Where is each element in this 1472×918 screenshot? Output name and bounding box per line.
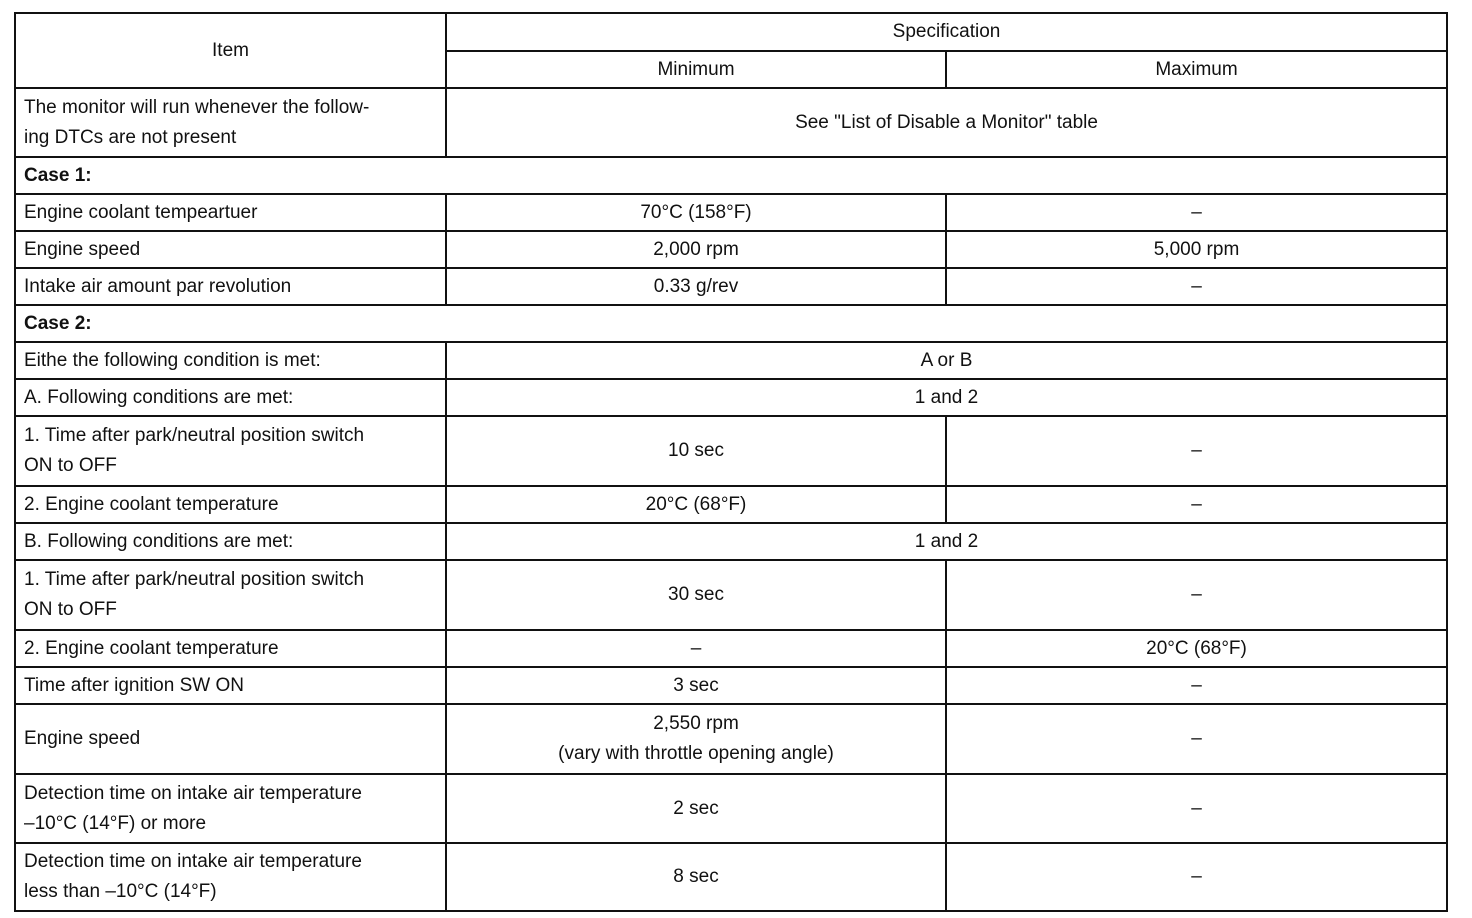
- table-row: [15, 843, 1447, 911]
- item-cell: B. Following conditions are met:: [15, 523, 446, 560]
- spec-cell: See "List of Disable a Monitor" table: [446, 88, 1447, 157]
- table-row: [15, 704, 1447, 774]
- case-row: [15, 305, 1447, 342]
- header-specification: Specification: [446, 13, 1447, 51]
- item-line: –10°C (14°F) or more: [24, 812, 207, 834]
- max-cell: –: [946, 704, 1447, 774]
- min-cell: 2,000 rpm: [446, 231, 946, 268]
- item-cell: [15, 843, 446, 911]
- max-cell: –: [946, 194, 1447, 231]
- item-cell: [15, 560, 446, 630]
- item-cell: Intake air amount par revolution: [15, 268, 446, 305]
- max-cell: –: [946, 667, 1447, 704]
- table-row: [15, 416, 1447, 486]
- case-label: Case 2:: [15, 305, 1447, 342]
- min-cell: –: [446, 630, 946, 667]
- table-row: [15, 486, 1447, 523]
- max-cell: –: [946, 843, 1447, 911]
- table-row: [15, 630, 1447, 667]
- header-maximum: Maximum: [946, 51, 1447, 88]
- item-line: The monitor will run whenever the follow-: [24, 96, 370, 118]
- item-cell: Engine coolant tempeartuer: [15, 194, 446, 231]
- header-minimum: Minimum: [446, 51, 946, 88]
- item-line: Detection time on intake air temperature: [24, 782, 362, 804]
- max-cell: –: [946, 268, 1447, 305]
- case-row: [15, 157, 1447, 194]
- max-cell: –: [946, 486, 1447, 523]
- max-cell: –: [946, 774, 1447, 843]
- max-cell: –: [946, 416, 1447, 486]
- table-row: [15, 523, 1447, 560]
- item-line: ing DTCs are not present: [24, 126, 237, 148]
- min-cell: 10 sec: [446, 416, 946, 486]
- header-item: Item: [15, 13, 446, 88]
- item-line: 1. Time after park/neutral position switch: [24, 569, 365, 590]
- item-cell: A. Following conditions are met:: [15, 379, 446, 416]
- specification-table: [14, 12, 1448, 912]
- min-cell: 20°C (68°F): [446, 486, 946, 523]
- item-cell: Engine speed: [15, 704, 446, 774]
- item-cell: [15, 774, 446, 843]
- item-cell: Engine speed: [15, 231, 446, 268]
- table-row: [15, 231, 1447, 268]
- item-line: 1. Time after park/neutral position switch: [24, 425, 365, 446]
- spec-cell: 1 and 2: [446, 523, 1447, 560]
- min-cell: 0.33 g/rev: [446, 268, 946, 305]
- table-row: [15, 268, 1447, 305]
- item-line: Detection time on intake air temperature: [24, 851, 362, 872]
- item-cell: [15, 88, 446, 157]
- max-cell: 20°C (68°F): [946, 630, 1447, 667]
- min-cell: [446, 704, 946, 774]
- min-line: (vary with throttle opening angle): [558, 743, 834, 764]
- item-cell: Eithe the following condition is met:: [15, 342, 446, 379]
- table-row: [15, 379, 1447, 416]
- min-cell: 70°C (158°F): [446, 194, 946, 231]
- item-cell: 2. Engine coolant temperature: [15, 630, 446, 667]
- item-cell: Time after ignition SW ON: [15, 667, 446, 704]
- min-cell: 8 sec: [446, 843, 946, 911]
- max-cell: –: [946, 560, 1447, 630]
- table-row: [15, 88, 1447, 157]
- header-row: [15, 13, 1447, 51]
- min-cell: 30 sec: [446, 560, 946, 630]
- spec-cell: 1 and 2: [446, 379, 1447, 416]
- item-line: less than –10°C (14°F): [24, 881, 217, 902]
- max-cell: 5,000 rpm: [946, 231, 1447, 268]
- item-cell: 2. Engine coolant temperature: [15, 486, 446, 523]
- table-row: [15, 560, 1447, 630]
- table-row: [15, 194, 1447, 231]
- item-line: ON to OFF: [24, 455, 117, 476]
- item-cell: [15, 416, 446, 486]
- table-row: [15, 342, 1447, 379]
- item-line: ON to OFF: [24, 599, 117, 620]
- table-row: [15, 667, 1447, 704]
- min-cell: 3 sec: [446, 667, 946, 704]
- min-line: 2,550 rpm: [653, 713, 739, 734]
- spec-cell: A or B: [446, 342, 1447, 379]
- case-label: Case 1:: [15, 157, 1447, 194]
- min-cell: 2 sec: [446, 774, 946, 843]
- table-row: [15, 774, 1447, 843]
